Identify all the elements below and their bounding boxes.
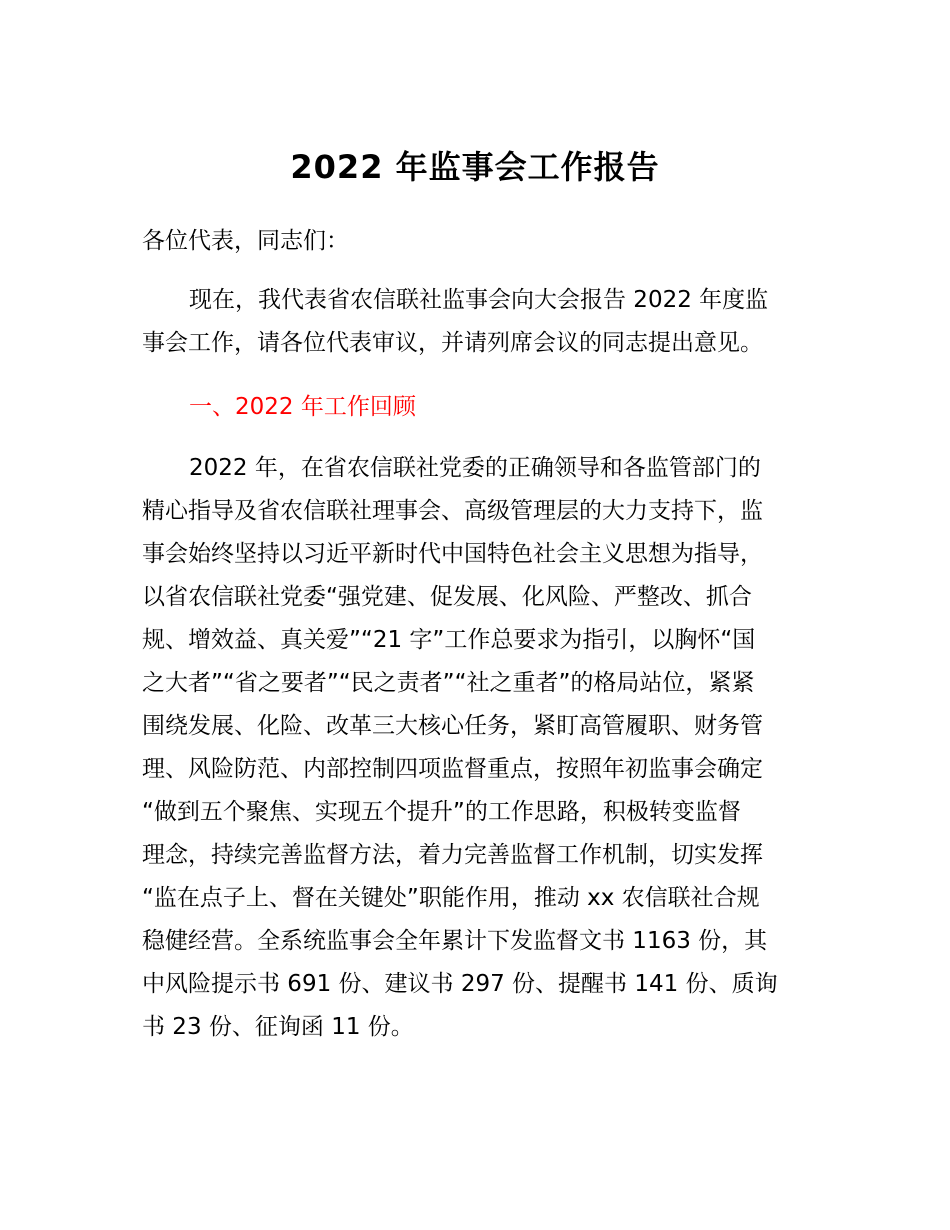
paragraph-line: 2022 年，在省农信联社党委的正确领导和各监管部门的 [189, 455, 761, 481]
body-paragraph [142, 447, 822, 1049]
paragraph-line: “做到五个聚焦、实现五个提升”的工作思路，积极转变监督 [142, 799, 741, 825]
paragraph-line: “监在点子上、督在关键处”职能作用，推动 xx 农信联社合规 [142, 885, 760, 911]
paragraph-line: 理念，持续完善监督方法，着力完善监督工作机制，切实发挥 [142, 842, 763, 868]
paragraph-line: 事会始终坚持以习近平新时代中国特色社会主义思想为指导， [142, 541, 763, 567]
salutation: 各位代表，同志们： [142, 228, 349, 254]
paragraph-line: 规、增效益、真关爱”“21 字”工作总要求为指引，以胸怀“国 [142, 627, 756, 653]
paragraph-line: 以省农信联社党委“强党建、促发展、化风险、严整改、抓合 [142, 584, 752, 610]
paragraph-line: 精心指导及省农信联社理事会、高级管理层的大力支持下，监 [142, 498, 763, 524]
paragraph-line: 现在，我代表省农信联社监事会向大会报告 2022 年度监 [189, 287, 769, 313]
paragraph-line: 中风险提示书 691 份、建议书 297 份、提醒书 141 份、质询 [142, 971, 778, 997]
paragraph-line: 稳健经营。全系统监事会全年累计下发监督文书 1163 份，其 [142, 928, 768, 954]
paragraph-line: 之大者”“省之要者”“民之责者”“社之重者”的格局站位，紧紧 [142, 670, 755, 696]
paragraph-line: 理、风险防范、内部控制四项监督重点，按照年初监事会确定 [142, 756, 763, 782]
paragraph-line: 事会工作，请各位代表审议，并请列席会议的同志提出意见。 [142, 330, 763, 356]
section-heading: 一、2022 年工作回顾 [189, 394, 416, 420]
paragraph-line: 围绕发展、化险、改革三大核心任务，紧盯高管履职、财务管 [142, 713, 763, 739]
paragraph-line: 书 23 份、征询函 11 份。 [142, 1014, 414, 1040]
intro-paragraph [142, 279, 822, 365]
page-title: 2022 年监事会工作报告 [290, 148, 660, 186]
